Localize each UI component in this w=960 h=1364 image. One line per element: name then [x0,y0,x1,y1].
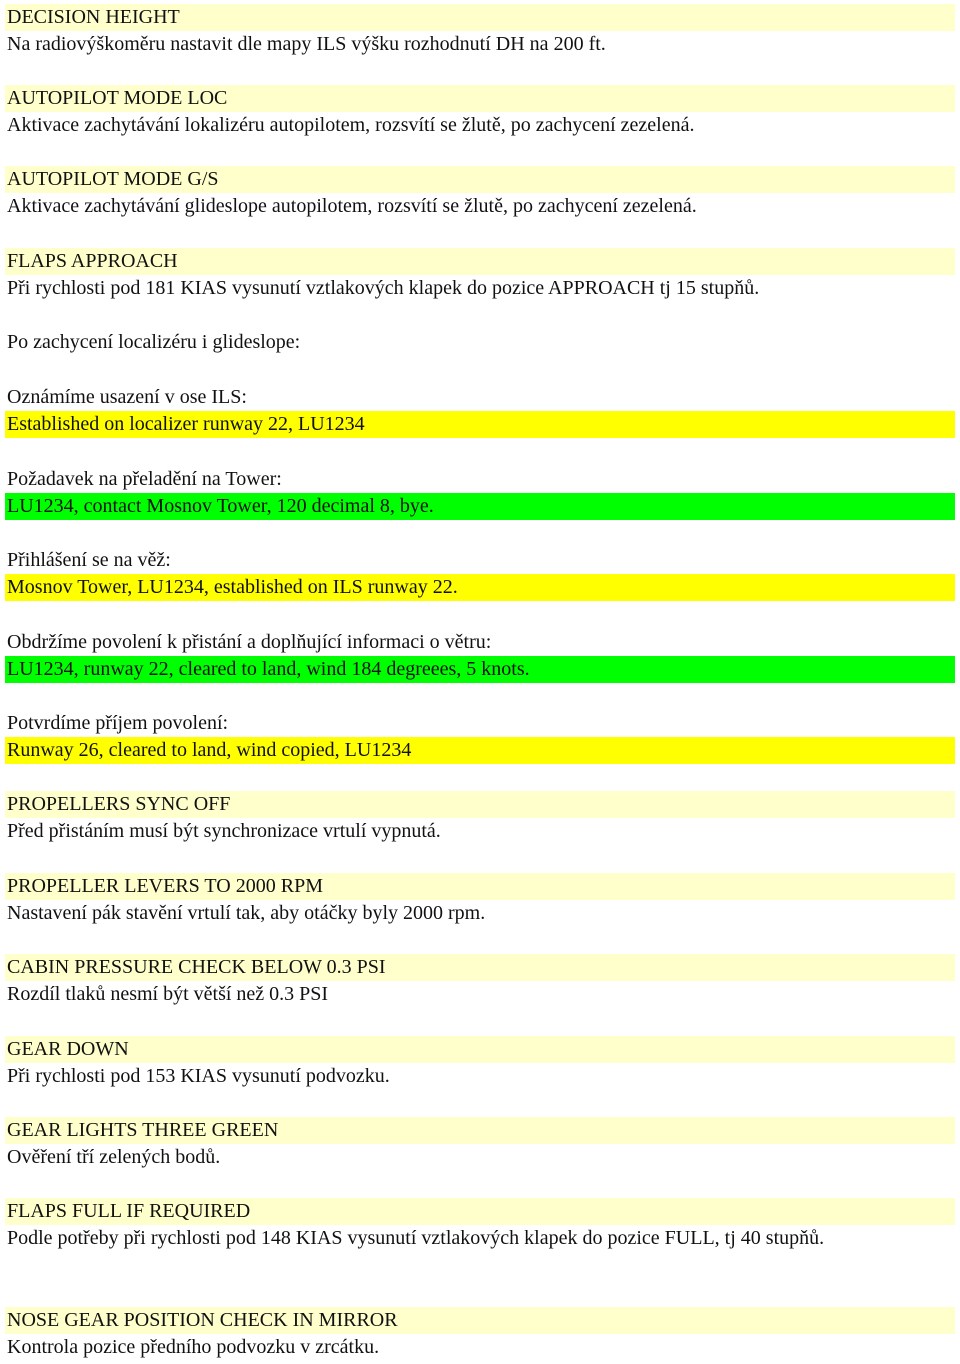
report-established-label: Oznámíme usazení v ose ILS: [7,386,247,408]
report-established-phrase: Established on localizer runway 22, LU1234 [5,411,955,438]
readback-label: Potvrdíme příjem povolení: [7,712,229,734]
prop-levers-text: Nastavení pák stavění vrtulí tak, aby otáčky byly 2000 rpm. [7,902,486,924]
nose-gear-text: Kontrola pozice předního podvozku v zrcátku. [7,1336,380,1358]
ap-gs-text: Aktivace zachytávání glideslope autopilotem, rozsvítí se žlutě, po zachycení zezelená. [7,195,697,217]
gear-lights-heading: GEAR LIGHTS THREE GREEN [5,1117,955,1144]
tower-checkin-label: Přihlášení se na věž: [7,549,171,571]
gear-down-heading: GEAR DOWN [5,1036,955,1063]
ap-gs-heading: AUTOPILOT MODE G/S [5,166,955,193]
flaps-approach-text: Při rychlosti pod 181 KIAS vysunutí vztlakových klapek do pozice APPROACH tj 15 stupňů. [7,277,760,299]
landing-clearance-label: Obdržíme povolení k přistání a doplňující informaci o větru: [7,631,492,653]
flaps-full-heading: FLAPS FULL IF REQUIRED [5,1198,955,1225]
flaps-approach-heading: FLAPS APPROACH [5,248,955,275]
tower-handoff-phrase: LU1234, contact Mosnov Tower, 120 decimal 8, bye. [5,493,955,520]
tower-checkin-phrase: Mosnov Tower, LU1234, established on ILS runway 22. [5,574,955,601]
gear-lights-text: Ověření tří zelených bodů. [7,1146,221,1168]
props-sync-heading: PROPELLERS SYNC OFF [5,791,955,818]
ap-loc-heading: AUTOPILOT MODE LOC [5,85,955,112]
cabin-pressure-heading: CABIN PRESSURE CHECK BELOW 0.3 PSI [5,954,955,981]
decision-height-heading: DECISION HEIGHT [5,4,955,31]
readback-phrase: Runway 26, cleared to land, wind copied, LU1234 [5,737,955,764]
ap-loc-text: Aktivace zachytávání lokalizéru autopilotem, rozsvítí se žlutě, po zachycení zezelená. [7,114,695,136]
landing-clearance-phrase: LU1234, runway 22, cleared to land, wind 184 degreees, 5 knots. [5,656,955,683]
decision-height-text: Na radiovýškoměru nastavit dle mapy ILS výšku rozhodnutí DH na 200 ft. [7,33,606,55]
nose-gear-heading: NOSE GEAR POSITION CHECK IN MIRROR [5,1307,955,1334]
after-capture-text: Po zachycení localizéru i glideslope: [7,331,301,353]
prop-levers-heading: PROPELLER LEVERS TO 2000 RPM [5,873,955,900]
cabin-pressure-text: Rozdíl tlaků nesmí být větší než 0.3 PSI [7,983,329,1005]
tower-handoff-label: Požadavek na přeladění na Tower: [7,468,282,490]
gear-down-text: Při rychlosti pod 153 KIAS vysunutí podvozku. [7,1065,390,1087]
flaps-full-text: Podle potřeby při rychlosti pod 148 KIAS vysunutí vztlakových klapek do pozice FULL, tj 40 stupňů. [7,1227,825,1249]
props-sync-text: Před přistáním musí být synchronizace vrtulí vypnutá. [7,820,441,842]
